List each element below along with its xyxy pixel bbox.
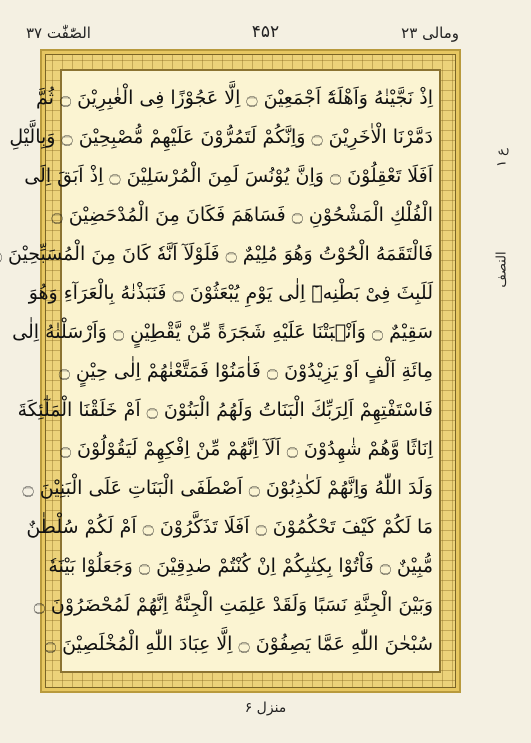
verse-line: اِذْ نَجَّيْنٰهُ وَاَهْلَهٗٓ اَجْمَعِيْنَ ۝ اِلَّا عَجُوْزًا فِى الْغٰبِرِيْنَ ۝ ثُمَّ xyxy=(35,87,433,109)
verse-line: فَالْتَقَمَهُ الْحُوْتُ وَهُوَ مُلِيْمٌ ۝ فَلَوْلَآ اَنَّهٗ كَانَ مِنَ الْمُسَبِّحِيْنَ xyxy=(8,243,433,265)
section-label: النصف xyxy=(494,251,510,288)
ornamental-border xyxy=(8,49,461,693)
verse-line: دَمَّرْنَا الْاٰخَرِيْنَ ۝ وَاِنَّكُمْ لَتَمُرُّوْنَ عَلَيْهِمْ مُّصْبِحِيْنَ ۝ وَبِالَّيْلِ xyxy=(9,126,433,148)
verse-line: الْفُلْكِ الْمَشْحُوْنِ ۝ فَسَاهَمَ فَكَانَ مِنَ الْمُدْحَضِيْنَ ۝ xyxy=(51,204,433,226)
verse-line: اِنَاثًا وَّهُمْ شٰهِدُوْنَ ۝ اَلَآ اِنَّهُمْ مِّنْ اِفْكِهِمْ لَيَقُوْلُوْنَ ۝ xyxy=(59,438,433,460)
verse-line: فَاسْتَفْتِهِمْ اَلِرَبِّكَ الْبَنَاتُ وَلَهُمُ الْبَنُوْنَ ۝ اَمْ خَلَقْنَا الْمَلٰٓئِكَةَ xyxy=(17,399,433,421)
verse-line: وَلَدَ اللّٰهُ وَاِنَّهُمْ لَكٰذِبُوْنَ ۝ اَصْطَفَى الْبَنَاتِ عَلَى الْبَنِيْنَ ۝ xyxy=(22,477,433,499)
verse-block xyxy=(8,79,433,663)
verse-line: اَفَلَا تَعْقِلُوْنَ ۝ وَاِنَّ يُوْنُسَ لَمِنَ الْمُرْسَلِيْنَ ۝ اِذْ اَبَقَ اِلَى xyxy=(24,165,433,187)
juz-label: ومالی ۲۳ xyxy=(401,24,459,42)
verse-line: سَقِيْمٌ ۝ وَاَنْۢبَتْنَا عَلَيْهِ شَجَرَةً مِّنْ يَّقْطِيْنٍ ۝ وَاَرْسَلْنٰهُ اِلٰى xyxy=(12,321,433,343)
surah-label: الصّٰفّٰت ۳۷ xyxy=(26,24,91,42)
verse-line: لَلَبِثَ فِىْ بَطْنِهٖٓ اِلٰى يَوْمِ يُبْعَثُوْنَ ۝ فَنَبَذْنٰهُ بِالْعَرَآءِ وَهُوَ xyxy=(28,282,433,304)
verse-line: وَبَيْنَ الْجِنَّةِ نَسَبًا وَلَقَدْ عَلِمَتِ الْجِنَّةُ اِنَّهُمْ لَمُحْضَرُوْنَ ۝ xyxy=(33,594,433,616)
verse-line: مِائَةِ اَلْفٍ اَوْ يَزِيْدُوْنَ ۝ فَاٰمَنُوْا فَمَتَّعْنٰهُمْ اِلٰى حِيْنٍ ۝ xyxy=(58,360,433,382)
page-header xyxy=(0,0,531,48)
verse-line: سُبْحٰنَ اللّٰهِ عَمَّا يَصِفُوْنَ ۝ اِلَّا عِبَادَ اللّٰهِ الْمُخْلَصِيْنَ ۝ xyxy=(44,633,433,655)
manzil-label: منزل ۶ xyxy=(244,700,287,716)
verse-line: مَا لَكُمْ كَيْفَ تَحْكُمُوْنَ ۝ اَفَلَا تَذَكَّرُوْنَ ۝ اَمْ لَكُمْ سُلْطٰنٌ xyxy=(26,516,433,538)
text-panel xyxy=(8,69,441,673)
verse-line: مُّبِيْنٌ ۝ فَاْتُوْا بِكِتٰبِكُمْ اِنْ كُنْتُمْ صٰدِقِيْنَ ۝ وَجَعَلُوْا بَيْنَهٗ xyxy=(48,555,433,577)
page-number: ۴۵۲ xyxy=(251,22,280,42)
ruku-marker: ع ۱ xyxy=(494,148,510,167)
